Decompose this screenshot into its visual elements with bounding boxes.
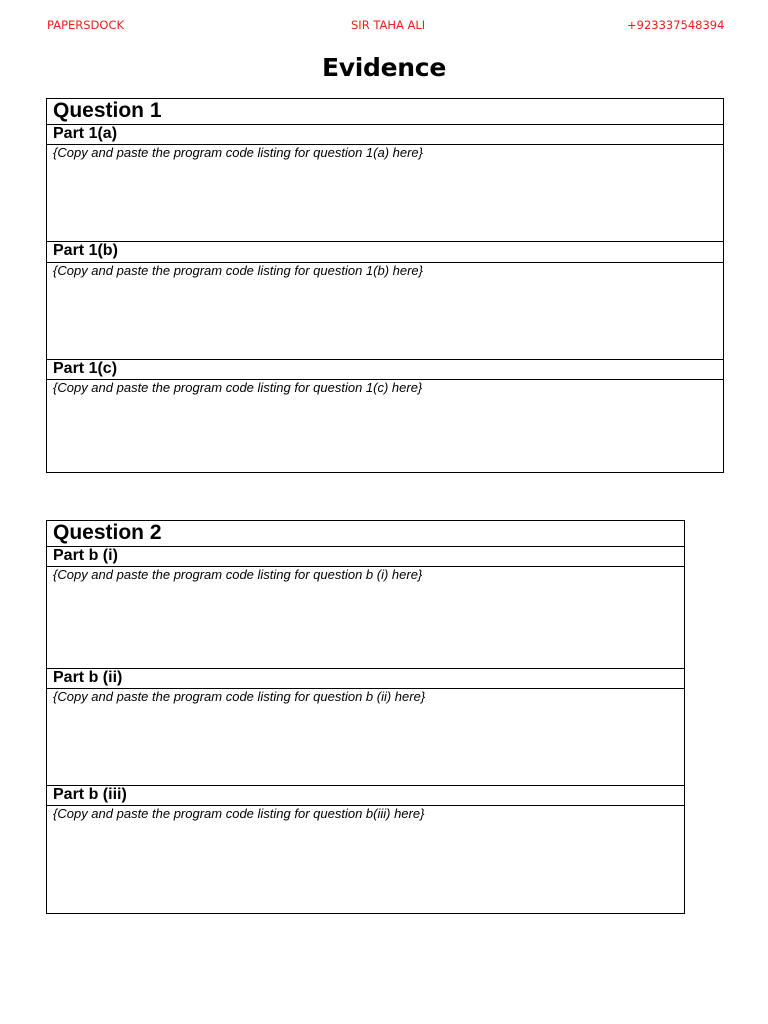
part-1c-label: Part 1(c) bbox=[47, 360, 724, 380]
header-center-text: SIR TAHA ALI bbox=[351, 18, 426, 32]
part-b-iii-code-area[interactable]: {Copy and paste the program code listing for question b(iii) here} bbox=[47, 806, 685, 914]
part-b-iii-label: Part b (iii) bbox=[47, 786, 685, 806]
part-b-i-code-area[interactable]: {Copy and paste the program code listing for question b (i) here} bbox=[47, 567, 685, 669]
part-1b-code-area[interactable]: {Copy and paste the program code listing for question 1(b) here} bbox=[47, 263, 724, 360]
question-2-table bbox=[46, 520, 685, 914]
part-1b-label: Part 1(b) bbox=[47, 242, 724, 263]
part-1c-code-area[interactable]: {Copy and paste the program code listing for question 1(c) here} bbox=[47, 380, 724, 473]
part-1a-label: Part 1(a) bbox=[47, 125, 724, 145]
page-title: Evidence bbox=[322, 53, 446, 82]
part-b-ii-code-area[interactable]: {Copy and paste the program code listing for question b (ii) here} bbox=[47, 689, 685, 786]
part-b-i-label: Part b (i) bbox=[47, 547, 685, 567]
part-b-ii-label: Part b (ii) bbox=[47, 669, 685, 689]
question-2-heading: Question 2 bbox=[47, 521, 685, 547]
part-1a-code-area[interactable]: {Copy and paste the program code listing for question 1(a) here} bbox=[47, 145, 724, 242]
header-right-text: +923337548394 bbox=[627, 18, 725, 32]
header-left-text: PAPERSDOCK bbox=[47, 18, 125, 32]
question-1-table bbox=[46, 98, 724, 473]
question-1-heading: Question 1 bbox=[47, 99, 724, 125]
